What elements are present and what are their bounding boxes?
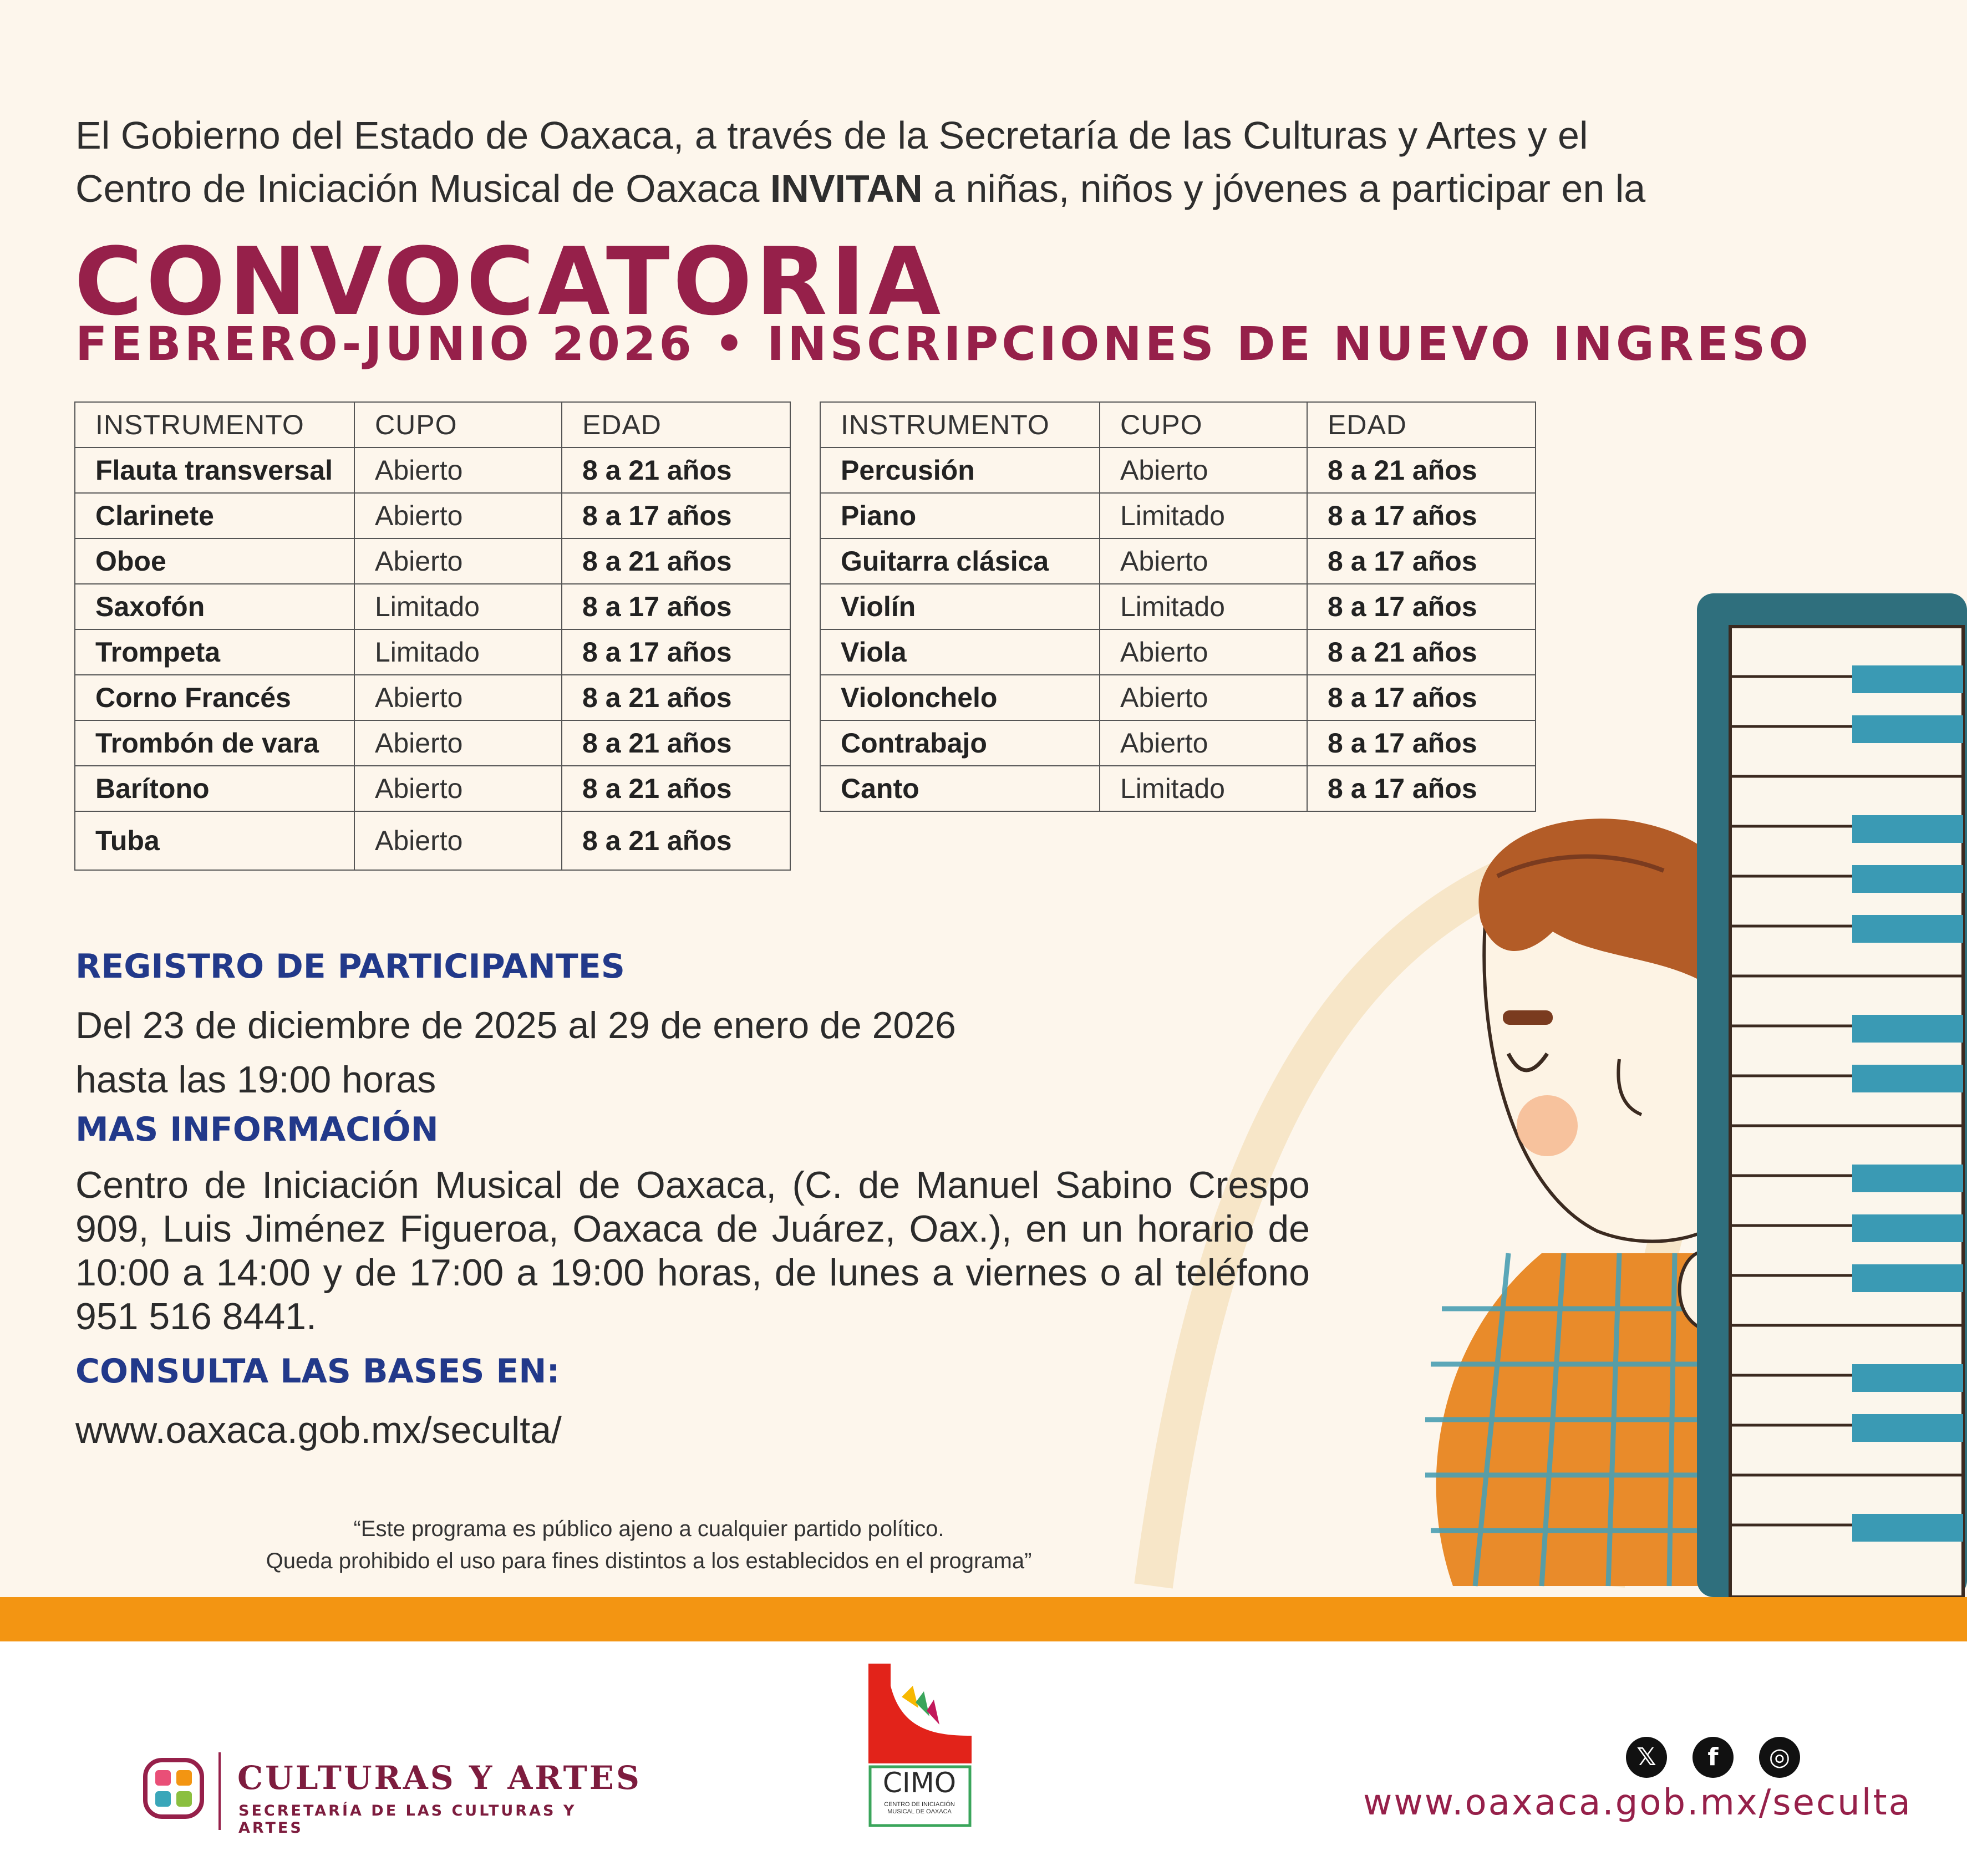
header-instrumento: INSTRUMENTO bbox=[820, 402, 1100, 448]
footer-website-link[interactable]: www.oaxaca.gob.mx/seculta bbox=[1363, 1782, 1912, 1823]
intro-line-2 bbox=[75, 162, 1905, 215]
info-paragraph: Centro de Iniciación Musical de Oaxaca, (C. de Manuel Sabino Crespo 909, Luis Jiménez Figueroa, Oaxaca de Juárez, Oax.), en un horario de 10:00 a 14:00 y de 17:00 a 19:00 horas, de lunes a viernes o al teléfono 951 516 8441. bbox=[75, 1164, 1310, 1338]
cupo-cell: Abierto bbox=[354, 538, 562, 584]
logo-subtitle: SECRETARÍA DE LAS CULTURAS Y ARTES bbox=[238, 1802, 577, 1837]
page-subtitle: FEBRERO-JUNIO 2026 • INSCRIPCIONES DE NUEVO INGRESO bbox=[75, 317, 1812, 371]
instrument-cell: Piano bbox=[820, 493, 1100, 538]
registro-deadline: hasta las 19:00 horas bbox=[75, 1059, 436, 1101]
cimo-subtitle: CENTRO DE INICIACIÓN MUSICAL DE OAXACA bbox=[884, 1801, 955, 1815]
cupo-cell: Abierto bbox=[354, 766, 562, 811]
table-row bbox=[75, 675, 790, 720]
table-row bbox=[820, 629, 1536, 675]
intro-invitan: INVITAN bbox=[770, 167, 923, 210]
header-cupo: CUPO bbox=[1100, 402, 1307, 448]
cupo-cell: Limitado bbox=[1100, 766, 1307, 811]
instrument-table-right bbox=[820, 401, 1536, 812]
intro-line-2-start: Centro de Iniciación Musical de Oaxaca bbox=[75, 167, 770, 210]
intro-line-2-end: a niñas, niños y jóvenes a participar en la bbox=[922, 167, 1646, 210]
x-icon[interactable]: 𝕏 bbox=[1626, 1737, 1667, 1778]
disclaimer-line-2: Queda prohibido el uso para fines distintos a los establecidos en el programa” bbox=[266, 1549, 1032, 1573]
header-cupo: CUPO bbox=[354, 402, 562, 448]
header-edad: EDAD bbox=[1307, 402, 1536, 448]
cupo-cell: Limitado bbox=[354, 629, 562, 675]
cupo-cell: Abierto bbox=[1100, 629, 1307, 675]
edad-cell: 8 a 21 años bbox=[562, 675, 790, 720]
disclaimer bbox=[222, 1513, 1076, 1577]
edad-cell: 8 a 17 años bbox=[1307, 766, 1536, 811]
edad-cell: 8 a 21 años bbox=[562, 766, 790, 811]
bases-heading: CONSULTA LAS BASES EN: bbox=[75, 1352, 560, 1391]
cupo-cell: Abierto bbox=[354, 811, 562, 870]
intro-text bbox=[75, 109, 1905, 215]
instrument-table-left bbox=[74, 401, 791, 871]
cupo-cell: Abierto bbox=[354, 720, 562, 766]
edad-cell: 8 a 17 años bbox=[1307, 538, 1536, 584]
logo-title: CULTURAS Y ARTES bbox=[237, 1759, 642, 1797]
table-row bbox=[75, 584, 790, 629]
edad-cell: 8 a 17 años bbox=[1307, 493, 1536, 538]
cupo-cell: Abierto bbox=[354, 675, 562, 720]
table-row bbox=[820, 493, 1536, 538]
registro-heading: REGISTRO DE PARTICIPANTES bbox=[75, 947, 625, 986]
cupo-cell: Abierto bbox=[354, 448, 562, 493]
table-row bbox=[820, 538, 1536, 584]
table-row bbox=[820, 584, 1536, 629]
instrument-cell: Trombón de vara bbox=[75, 720, 354, 766]
culturas-emblem-icon bbox=[143, 1758, 204, 1819]
table-row bbox=[75, 811, 790, 870]
instrument-cell: Guitarra clásica bbox=[820, 538, 1100, 584]
edad-cell: 8 a 21 años bbox=[1307, 448, 1536, 493]
instrument-cell: Violonchelo bbox=[820, 675, 1100, 720]
table-row bbox=[75, 629, 790, 675]
edad-cell: 8 a 17 años bbox=[1307, 720, 1536, 766]
instrument-cell: Clarinete bbox=[75, 493, 354, 538]
edad-cell: 8 a 17 años bbox=[1307, 584, 1536, 629]
table-row bbox=[75, 493, 790, 538]
intro-line-1: El Gobierno del Estado de Oaxaca, a través de la Secretaría de las Culturas y Artes y el bbox=[75, 114, 1588, 157]
culturas-y-artes-logo bbox=[143, 1752, 642, 1837]
edad-cell: 8 a 21 años bbox=[562, 538, 790, 584]
cupo-cell: Limitado bbox=[1100, 493, 1307, 538]
cimo-label: CIMO bbox=[882, 1767, 957, 1799]
instagram-icon[interactable]: ◎ bbox=[1759, 1737, 1800, 1778]
cupo-cell: Limitado bbox=[1100, 584, 1307, 629]
cupo-cell: Limitado bbox=[354, 584, 562, 629]
instrument-cell: Tuba bbox=[75, 811, 354, 870]
header-instrumento: INSTRUMENTO bbox=[75, 402, 354, 448]
edad-cell: 8 a 17 años bbox=[562, 493, 790, 538]
edad-cell: 8 a 17 años bbox=[562, 584, 790, 629]
cupo-cell: Abierto bbox=[1100, 448, 1307, 493]
facebook-icon[interactable]: f bbox=[1692, 1737, 1734, 1778]
table-row bbox=[820, 448, 1536, 493]
page-title: CONVOCATORIA bbox=[74, 227, 944, 336]
cupo-cell: Abierto bbox=[1100, 720, 1307, 766]
cupo-cell: Abierto bbox=[1100, 675, 1307, 720]
instrument-cell: Percusión bbox=[820, 448, 1100, 493]
instrument-cell: Contrabajo bbox=[820, 720, 1100, 766]
edad-cell: 8 a 21 años bbox=[562, 448, 790, 493]
logo-divider bbox=[218, 1752, 221, 1830]
edad-cell: 8 a 21 años bbox=[562, 811, 790, 870]
info-heading: MAS INFORMACIÓN bbox=[75, 1110, 439, 1149]
instrument-cell: Barítono bbox=[75, 766, 354, 811]
instrument-cell: Corno Francés bbox=[75, 675, 354, 720]
instrument-cell: Viola bbox=[820, 629, 1100, 675]
table-row bbox=[820, 720, 1536, 766]
instrument-cell: Saxofón bbox=[75, 584, 354, 629]
edad-cell: 8 a 21 años bbox=[562, 720, 790, 766]
table-header-row bbox=[820, 402, 1536, 448]
header-edad: EDAD bbox=[562, 402, 790, 448]
instrument-cell: Trompeta bbox=[75, 629, 354, 675]
instrument-cell: Canto bbox=[820, 766, 1100, 811]
table-row bbox=[75, 538, 790, 584]
table-row bbox=[75, 766, 790, 811]
orange-divider-bar bbox=[0, 1597, 1967, 1641]
table-row bbox=[75, 720, 790, 766]
disclaimer-line-1: “Este programa es público ajeno a cualquier partido político. bbox=[353, 1517, 944, 1541]
bases-link[interactable]: www.oaxaca.gob.mx/seculta/ bbox=[75, 1409, 562, 1451]
table-header-row bbox=[75, 402, 790, 448]
edad-cell: 8 a 21 años bbox=[1307, 629, 1536, 675]
instrument-cell: Oboe bbox=[75, 538, 354, 584]
table-row bbox=[820, 675, 1536, 720]
registro-dates: Del 23 de diciembre de 2025 al 29 de enero de 2026 bbox=[75, 1004, 956, 1046]
instrument-cell: Flauta transversal bbox=[75, 448, 354, 493]
table-row bbox=[75, 448, 790, 493]
cupo-cell: Abierto bbox=[1100, 538, 1307, 584]
cupo-cell: Abierto bbox=[354, 493, 562, 538]
table-row bbox=[820, 766, 1536, 811]
edad-cell: 8 a 17 años bbox=[562, 629, 790, 675]
edad-cell: 8 a 17 años bbox=[1307, 675, 1536, 720]
instrument-cell: Violín bbox=[820, 584, 1100, 629]
